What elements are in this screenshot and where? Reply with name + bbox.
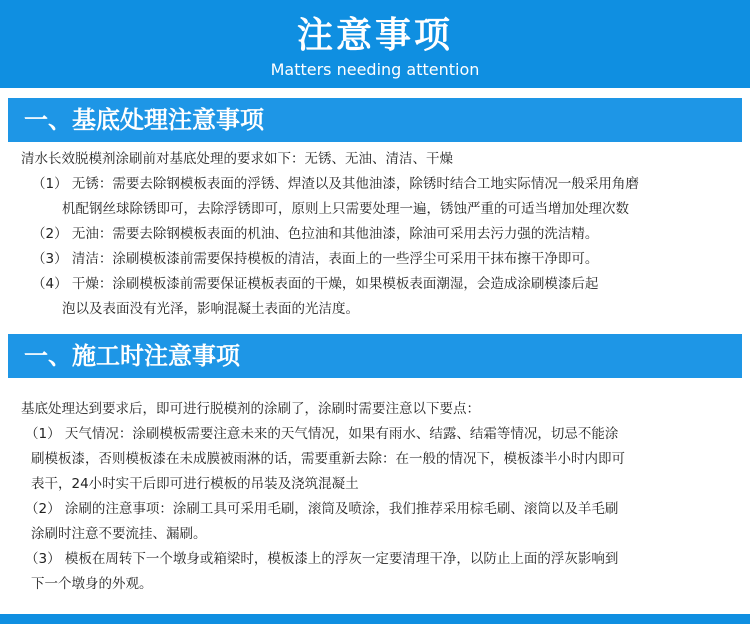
section-heading-substrate-treatment: 一、基底处理注意事项 xyxy=(8,98,742,142)
intro-line: 基底处理达到要求后，即可进行脱模剂的涂刷了，涂刷时需要注意以下要点： xyxy=(21,401,480,417)
list-item-continuation: 下一个墩身的外观。 xyxy=(31,576,153,592)
list-item-continuation: 涂刷时注意不要流挂、漏刷。 xyxy=(31,526,207,542)
intro-line: 清水长效脱模剂涂刷前对基底处理的要求如下：无锈、无油、清洁、干燥 xyxy=(21,151,453,167)
list-item: （1） 无锈：需要去除钢模板表面的浮锈、焊渣以及其他油漆，除锈时结合工地实际情况一般采用角磨 xyxy=(32,176,639,192)
section-heading-construction: 一、施工时注意事项 xyxy=(8,334,742,378)
page-subtitle: Matters needing attention xyxy=(270,60,480,79)
footer-bar xyxy=(0,614,750,624)
list-item-continuation: 表干，24小时实干后即可进行模板的吊装及浇筑混凝土 xyxy=(31,476,359,492)
list-item: （2） 涂刷的注意事项：涂刷工具可采用毛刷，滚筒及喷涂，我们推荐采用棕毛刷、滚筒以及羊毛刷 xyxy=(25,501,619,517)
section-body-substrate-treatment xyxy=(21,147,741,322)
list-item: （2） 无油：需要去除钢模板表面的机油、色拉油和其他油漆，除油可采用去污力强的洗洁精。 xyxy=(32,226,599,242)
list-item: （4） 干燥：涂刷模板漆前需要保证模板表面的干燥，如果模板表面潮湿，会造成涂刷模漆后起 xyxy=(32,276,599,292)
page-header xyxy=(0,0,750,88)
page-title: 注意事项 xyxy=(296,15,453,56)
list-item: （1） 天气情况：涂刷模板需要注意未来的天气情况，如果有雨水、结露、结霜等情况，切忌不能涂 xyxy=(25,426,619,442)
list-item-continuation: 泡以及表面没有光泽，影响混凝土表面的光洁度。 xyxy=(62,301,359,317)
list-item-continuation: 机配钢丝球除锈即可，去除浮锈即可，原则上只需要处理一遍，锈蚀严重的可适当增加处理次数 xyxy=(62,201,629,217)
list-item: （3） 清洁：涂刷模板漆前需要保持模板的清洁，表面上的一些浮尘可采用干抹布擦干净即可。 xyxy=(32,251,599,267)
section-body-construction xyxy=(21,397,741,597)
list-item-continuation: 刷模板漆，否则模板漆在未成膜被雨淋的话，需要重新去除：在一般的情况下，模板漆半小时内即可 xyxy=(31,451,625,467)
list-item: （3） 模板在周转下一个墩身或箱梁时，模板漆上的浮灰一定要清理干净，以防止上面的浮灰影响到 xyxy=(25,551,619,567)
